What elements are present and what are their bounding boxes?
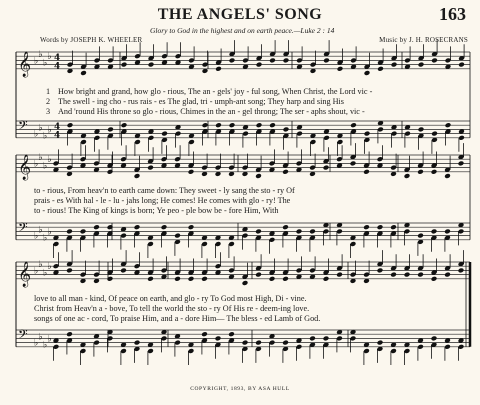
- note-head: [107, 126, 114, 132]
- words-credit: Words by JOSEPH K. WHEELER: [40, 36, 143, 44]
- note-head: [363, 224, 370, 230]
- note-head: [80, 228, 87, 234]
- note-head: [431, 276, 438, 282]
- flat-sign-icon: ♭: [38, 123, 43, 134]
- note-head: [242, 340, 249, 346]
- note-head: [255, 272, 262, 278]
- note-head: [66, 228, 73, 234]
- bass-clef-icon: 𝄢: [18, 326, 28, 345]
- note-head: [404, 272, 411, 278]
- note-head: [296, 228, 303, 234]
- note-head: [134, 173, 141, 179]
- time-signature-top: 4: [54, 122, 61, 133]
- copyright-notice: COPYRIGHT, 1893, BY ASA HULL: [190, 386, 290, 392]
- note-head: [323, 276, 330, 282]
- flat-sign-icon: ♭: [43, 233, 48, 244]
- note-head: [458, 62, 465, 68]
- flat-sign-icon: ♭: [43, 161, 48, 172]
- lyric-line: songs of one ac - cord, To praise Him, and a - dore Him— The bless - ed Lamb of God.: [34, 314, 321, 323]
- flat-sign-icon: ♭: [47, 262, 52, 273]
- treble-clef-icon: 𝄞: [18, 51, 32, 77]
- note-head: [458, 160, 465, 166]
- lyric-line: 2 The swell - ing cho - rus rais - es The glad, tri - umph-ant song; They harp and sing His: [46, 97, 344, 106]
- flat-sign-icon: ♭: [47, 334, 52, 345]
- flat-sign-icon: ♭: [38, 225, 43, 236]
- flat-sign-icon: ♭: [34, 56, 39, 67]
- note-head: [188, 169, 195, 175]
- note-head: [188, 276, 195, 282]
- note-head: [201, 331, 208, 337]
- lyric-line: to - rious, From heav'n to earth came down: They sweet - ly sang the sto - ry Of: [34, 186, 295, 195]
- flat-sign-icon: ♭: [43, 131, 48, 142]
- note-head: [431, 131, 438, 137]
- bass-clef-icon: 𝄢: [18, 219, 28, 238]
- note-head: [147, 276, 154, 282]
- note-head: [282, 224, 289, 230]
- flat-sign-icon: ♭: [34, 338, 39, 349]
- note-head: [283, 126, 290, 132]
- note-head: [323, 57, 330, 63]
- lyric-line: to - rious! The King of kings is born; Ye peo - ple bow be - fore Him, With: [34, 206, 279, 215]
- note-head: [255, 340, 262, 346]
- lyric-line: 1 How bright and grand, how glo - rious, The an - gels' joy - ful song, When Christ, the Lord vic -: [46, 87, 373, 96]
- note-head: [458, 267, 465, 273]
- flat-sign-icon: ♭: [38, 50, 43, 61]
- lyric-line: Christ from Heav'n a - bove, To tell the world the sto - ry Of His re - deem-ing love.: [34, 304, 310, 313]
- flat-sign-icon: ♭: [43, 58, 48, 69]
- note-head: [377, 340, 384, 346]
- note-head: [229, 122, 236, 128]
- note-head: [350, 122, 357, 128]
- note-head: [283, 57, 290, 63]
- note-head: [174, 233, 181, 239]
- note-head: [417, 169, 424, 175]
- note-head: [228, 331, 235, 337]
- note-head: [174, 276, 181, 282]
- flat-sign-icon: ♭: [47, 52, 52, 63]
- note-head: [134, 224, 141, 230]
- note-head: [215, 66, 222, 72]
- time-signature-bottom: 4: [54, 130, 61, 141]
- note-head: [255, 173, 262, 179]
- hymn-title: THE ANGELS' SONG: [157, 6, 323, 23]
- flat-sign-icon: ♭: [34, 159, 39, 170]
- note-head: [390, 272, 397, 278]
- note-head: [390, 224, 397, 230]
- note-head: [323, 335, 330, 341]
- note-head: [161, 131, 168, 137]
- note-head: [444, 272, 451, 278]
- flat-sign-icon: ♭: [47, 155, 52, 166]
- note-head: [256, 122, 263, 128]
- treble-clef-icon: 𝄞: [18, 154, 32, 180]
- note-head: [120, 267, 127, 273]
- note-head: [377, 267, 384, 273]
- note-head: [445, 122, 452, 128]
- note-head: [323, 165, 330, 171]
- note-head: [93, 224, 100, 230]
- note-head: [121, 122, 128, 128]
- note-head: [282, 169, 289, 175]
- note-head: [215, 335, 222, 341]
- note-head: [269, 276, 276, 282]
- note-head: [201, 276, 208, 282]
- note-head: [256, 62, 263, 68]
- note-head: [431, 169, 438, 175]
- note-head: [404, 173, 411, 179]
- note-head: [134, 340, 141, 346]
- page-number: 163: [439, 4, 466, 24]
- note-head: [148, 62, 155, 68]
- scripture-epigraph: Glory to God in the highest and on earth peace.—Luke 2 : 14: [150, 26, 335, 35]
- note-head: [309, 335, 316, 341]
- time-signature-top: 4: [54, 53, 61, 64]
- note-head: [431, 57, 438, 63]
- note-head: [337, 66, 344, 72]
- note-head: [269, 57, 276, 63]
- note-head: [269, 122, 276, 128]
- note-head: [391, 62, 398, 68]
- note-head: [418, 126, 425, 132]
- note-head: [418, 62, 425, 68]
- flat-sign-icon: ♭: [47, 125, 52, 136]
- note-head: [282, 276, 289, 282]
- note-head: [80, 70, 87, 76]
- note-head: [66, 331, 73, 337]
- note-head: [202, 122, 209, 128]
- note-head: [188, 224, 195, 230]
- note-head: [66, 267, 73, 273]
- note-head: [377, 66, 384, 72]
- note-head: [431, 228, 438, 234]
- note-head: [336, 272, 343, 278]
- flat-sign-icon: ♭: [34, 231, 39, 242]
- note-head: [363, 169, 370, 175]
- note-head: [309, 228, 316, 234]
- note-head: [444, 173, 451, 179]
- note-head: [67, 122, 74, 128]
- note-head: [377, 224, 384, 230]
- flat-sign-icon: ♭: [43, 340, 48, 351]
- note-head: [364, 131, 371, 137]
- note-head: [215, 122, 222, 128]
- note-head: [350, 160, 357, 166]
- lyric-line: 3 And 'round His throne so glo - rious, Chimes in the an - gel throng; The ser - aphs shout, vic -: [46, 107, 365, 116]
- flat-sign-icon: ♭: [38, 332, 43, 343]
- note-head: [121, 62, 128, 68]
- note-head: [444, 228, 451, 234]
- flat-sign-icon: ♭: [43, 268, 48, 279]
- note-head: [147, 165, 154, 171]
- note-head: [282, 340, 289, 346]
- note-head: [242, 280, 249, 286]
- note-head: [161, 224, 168, 230]
- flat-sign-icon: ♭: [38, 153, 43, 164]
- lyric-line: love to all man - kind, Of peace on earth, and glo - ry To God most High, Di - vine.: [34, 294, 307, 303]
- note-head: [364, 70, 371, 76]
- time-signature-bottom: 4: [54, 61, 61, 72]
- flat-sign-icon: ♭: [47, 227, 52, 238]
- note-head: [417, 272, 424, 278]
- music-credit: Music by J. H. ROSECRANS: [379, 36, 468, 44]
- note-head: [417, 233, 424, 239]
- bass-clef-icon: 𝄢: [18, 117, 28, 136]
- flat-sign-icon: ♭: [34, 129, 39, 140]
- lyric-line: prais - es With hal - le - lu - jahs long; He comes! He comes with glo - ry! The: [34, 196, 291, 205]
- note-head: [255, 228, 262, 234]
- note-head: [431, 335, 438, 341]
- flat-sign-icon: ♭: [38, 260, 43, 271]
- treble-clef-icon: 𝄞: [18, 261, 32, 287]
- flat-sign-icon: ♭: [34, 266, 39, 277]
- note-head: [229, 57, 236, 63]
